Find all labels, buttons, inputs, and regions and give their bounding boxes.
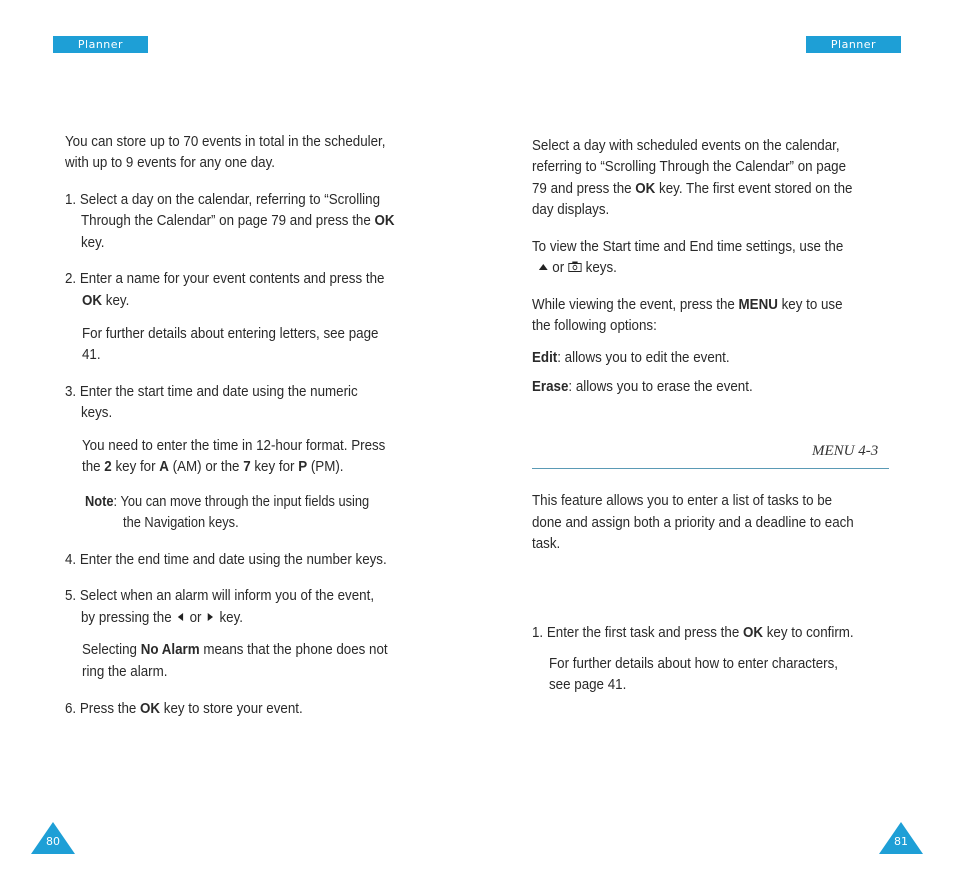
while-line-1: While viewing the event, press the MENU key to use <box>532 296 843 313</box>
page-number-right <box>879 822 923 854</box>
step-5-note-line-2: ring the alarm. <box>82 663 168 680</box>
times-line-1: To view the Start time and End time settings, use the <box>532 238 844 255</box>
todo-line-1: This feature allows you to enter a list of tasks to be <box>532 492 833 509</box>
note-line-1: Note: You can move through the input fields using <box>85 494 370 510</box>
step-3-line-2: keys. <box>81 404 113 421</box>
step-3-note-line-1: You need to enter the time in 12-hour format. Press <box>82 437 386 454</box>
view-line-4: day displays. <box>532 201 610 218</box>
camera-key-icon <box>568 257 582 279</box>
edit-option: Edit: allows you to edit the event. <box>532 349 730 366</box>
task-step-1: 1. Enter the first task and press the OK key to confirm. <box>532 624 854 641</box>
note-line-2: the Navigation keys. <box>123 515 239 531</box>
step-2-line-2: OK key. <box>82 292 130 309</box>
step-3-note-line-2: the 2 key for A (AM) or the 7 key for P (PM). <box>82 458 344 475</box>
step-2-line-1: 2. Enter a name for your event contents and press the <box>65 270 385 287</box>
step-1-line-3: key. <box>81 234 105 251</box>
step-5-note-line-1: Selecting No Alarm means that the phone does not <box>82 641 388 658</box>
task-note-line-1: For further details about how to enter characters, <box>549 655 838 672</box>
step-2-note-line-1: For further details about entering letters, see page <box>82 325 379 342</box>
header-tab-left: Planner <box>53 36 148 53</box>
step-1-line-1: 1. Select a day on the calendar, referring to “Scrolling <box>65 191 380 208</box>
step-4: 4. Enter the end time and date using the number keys. <box>65 551 387 568</box>
left-arrow-icon <box>175 607 186 629</box>
view-line-1: Select a day with scheduled events on the calendar, <box>532 137 840 154</box>
up-arrow-icon <box>538 257 549 279</box>
page-number-left-text: 80 <box>46 835 60 848</box>
section-rule <box>532 468 889 469</box>
erase-option: Erase: allows you to erase the event. <box>532 378 753 395</box>
page-number-right-text: 81 <box>894 835 908 848</box>
view-line-2: referring to “Scrolling Through the Calendar” on page <box>532 158 847 175</box>
step-6: 6. Press the OK key to store your event. <box>65 700 303 717</box>
view-line-3: 79 and press the OK key. The first event stored on the <box>532 180 853 197</box>
todo-line-3: task. <box>532 535 561 552</box>
step-2-note-line-2: 41. <box>82 346 101 363</box>
todo-line-2: done and assign both a priority and a deadline to each <box>532 514 854 531</box>
page-number-left <box>31 822 75 854</box>
right-arrow-icon <box>205 607 216 629</box>
step-3-line-1: 3. Enter the start time and date using the numeric <box>65 383 358 400</box>
while-line-2: the following options: <box>532 317 657 334</box>
step-5-line-2: by pressing the or key. <box>81 607 243 629</box>
times-line-2: or keys. <box>538 257 617 279</box>
intro-line-2: with up to 9 events for any one day. <box>65 154 276 171</box>
menu-reference: MENU 4-3 <box>812 443 879 459</box>
intro-line-1: You can store up to 70 events in total in the scheduler, <box>65 133 386 150</box>
task-note-line-2: see page 41. <box>549 676 627 693</box>
step-5-line-1: 5. Select when an alarm will inform you of the event, <box>65 587 375 604</box>
step-1-line-2: Through the Calendar” on page 79 and press the OK <box>81 212 395 229</box>
header-tab-right: Planner <box>806 36 901 53</box>
